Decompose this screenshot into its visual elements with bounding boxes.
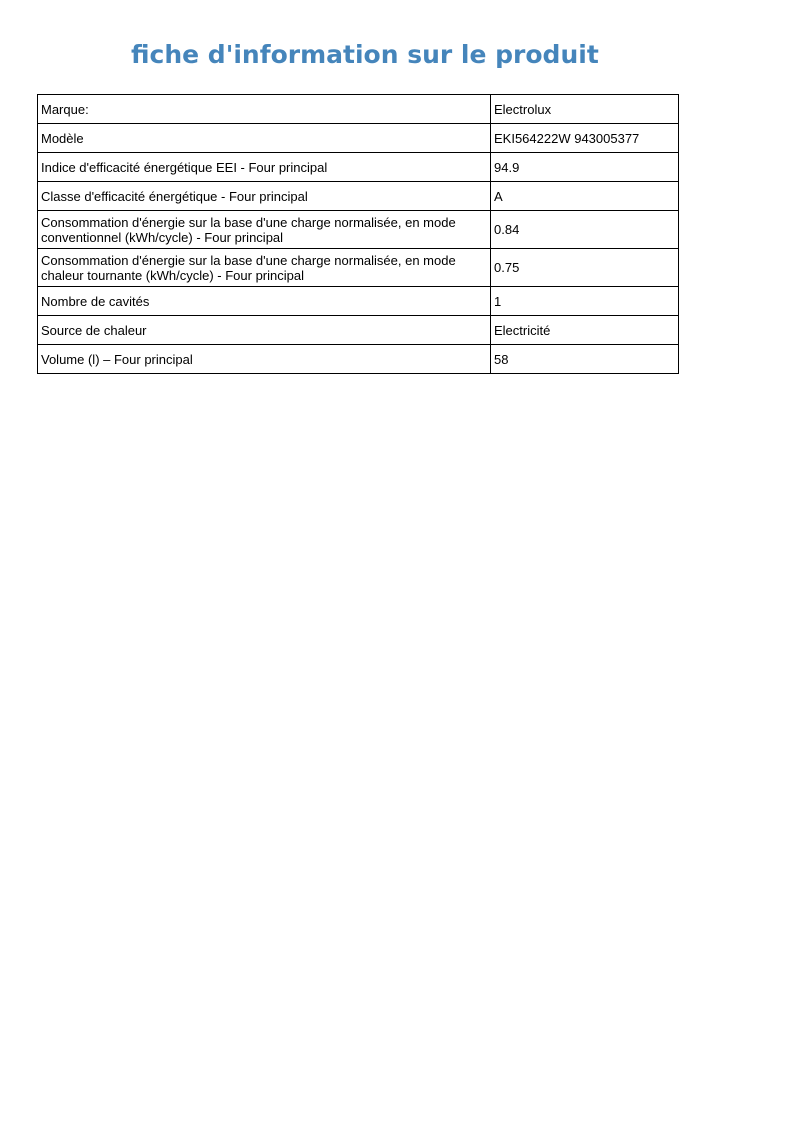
table-row-source-chaleur	[38, 316, 679, 345]
table-row-conso-conventionnel	[38, 211, 679, 249]
row-label: Source de chaleur	[38, 316, 491, 345]
table-row-marque	[38, 95, 679, 124]
row-value: 0.84	[491, 211, 679, 249]
row-label: Marque:	[38, 95, 491, 124]
row-label: Modèle	[38, 124, 491, 153]
product-info-table	[37, 94, 679, 374]
row-value: Electrolux	[491, 95, 679, 124]
table-row-volume	[38, 345, 679, 374]
page-title: fiche d'information sur le produit	[131, 40, 599, 69]
row-value: 58	[491, 345, 679, 374]
row-label: Volume (l) – Four principal	[38, 345, 491, 374]
row-label: Nombre de cavités	[38, 287, 491, 316]
table-row-conso-chaleur-tournante	[38, 249, 679, 287]
table-row-nombre-cavites	[38, 287, 679, 316]
row-label: Classe d'efficacité énergétique - Four principal	[38, 182, 491, 211]
table-row-indice-eei	[38, 153, 679, 182]
row-value: 1	[491, 287, 679, 316]
row-value: 0.75	[491, 249, 679, 287]
row-label: Consommation d'énergie sur la base d'une charge normalisée, en mode conventionnel (kWh/cycle) - Four principal	[38, 211, 491, 249]
row-value: A	[491, 182, 679, 211]
row-value: 94.9	[491, 153, 679, 182]
table-row-classe-energetique	[38, 182, 679, 211]
row-label: Consommation d'énergie sur la base d'une charge normalisée, en mode chaleur tournante (kWh/cycle) - Four principal	[38, 249, 491, 287]
table-row-modele	[38, 124, 679, 153]
row-label: Indice d'efficacité énergétique EEI - Four principal	[38, 153, 491, 182]
row-value: EKI564222W 943005377	[491, 124, 679, 153]
row-value: Electricité	[491, 316, 679, 345]
